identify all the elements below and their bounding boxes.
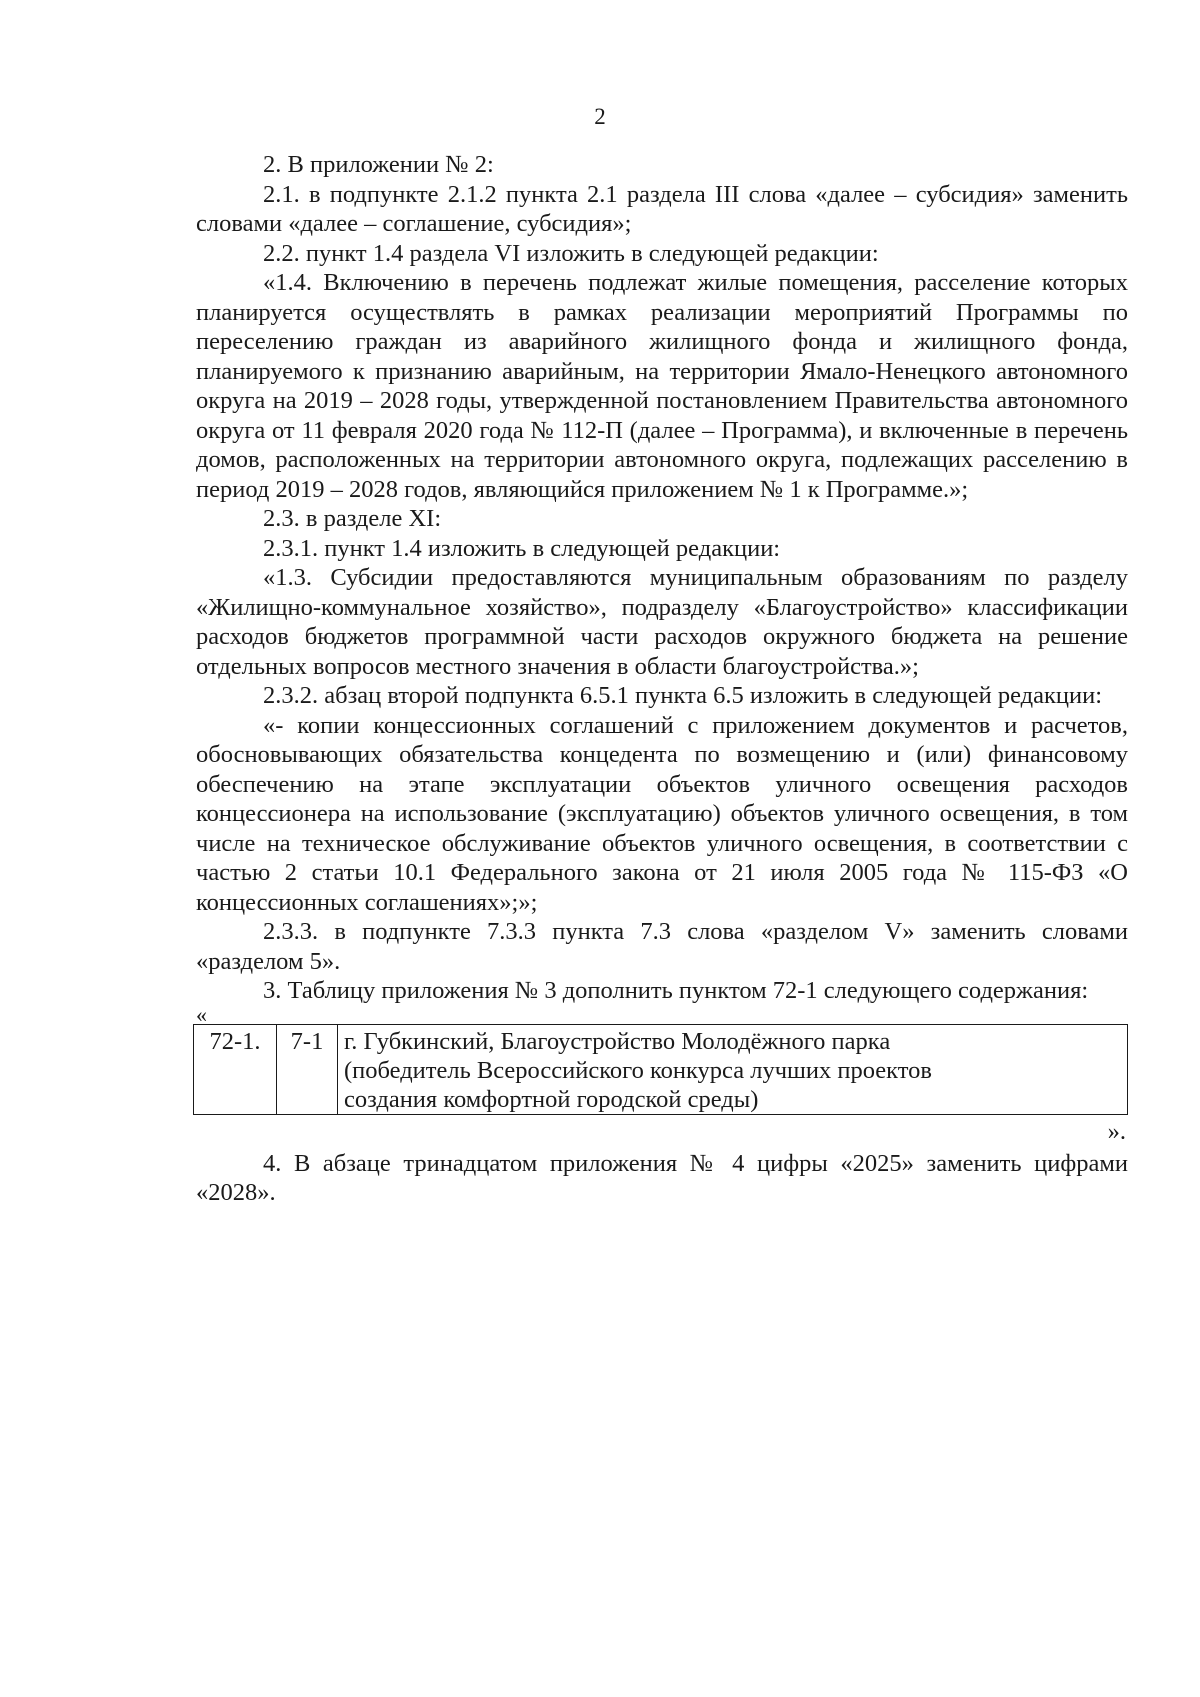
paragraph: 2.3. в разделе XI:	[263, 505, 442, 532]
row-code-cell: 7-1	[277, 1024, 338, 1114]
table-close-quote: ».	[1107, 1117, 1126, 1145]
table-open-quote: «	[196, 1001, 207, 1027]
paragraph: 2.3.2. абзац второй подпункта 6.5.1 пункта 6.5 изложить в следующей редакции:	[263, 682, 1103, 709]
paragraph: 2.3.1. пункт 1.4 изложить в следующей редакции:	[263, 534, 781, 562]
paragraph: «- копии концессионных соглашений с приложением документов и расчетов, обосновывающих обязательства концедента по возмещению и (или) финансовому обеспечению на этапе эксплуатации объектов уличного освещения расходов концессионера на использование (эксплуатацию) объектов уличного освещения, в том числе на техническое обслуживание объектов уличного освещения, в соответствии с частью 2 статьи 10.1 Федерального закона от 21 июля 2005 года № 115-ФЗ «О концессионных соглашениях»;»;	[196, 711, 1128, 916]
row-text-cell	[338, 1024, 1128, 1114]
paragraph: «1.4. Включению в перечень подлежат жилые помещения, расселение которых планируется осуществлять в рамках реализации мероприятий Программы по переселению граждан из аварийного жилищного фонда и жилищного фонда, планируемого к признанию аварийным, на территории Ямало-Ненецкого автономного округа на 2019 – 2028 годы, утвержденной постановлением Правительства автономного округа от 11 февраля 2020 года № 112-П (далее – Программа), и включенные в перечень домов, расположенных на территории автономного округа, подлежащих расселению в период 2019 – 2028 годов, являющийся приложением № 1 к Программе.»;	[196, 269, 1128, 503]
row-text-line: (победитель Всероссийского конкурса лучших проектов	[344, 1056, 932, 1084]
paragraph: 2.2. пункт 1.4 раздела VI изложить в следующей редакции:	[263, 239, 879, 267]
document-body	[196, 150, 1128, 1208]
row-number-cell: 72-1.	[194, 1024, 277, 1114]
paragraph: 2.3.3. в подпункте 7.3.3 пункта 7.3 слова «разделом V» заменить словами «разделом 5».	[196, 918, 1128, 975]
row-text-line: создания комфортной городской среды)	[344, 1085, 759, 1113]
amendment-table	[193, 1024, 1128, 1115]
row-text-line: г. Губкинский, Благоустройство Молодёжного парка	[344, 1027, 891, 1055]
page-number: 2	[594, 104, 606, 129]
paragraph: 2.1. в подпункте 2.1.2 пункта 2.1 раздела III слова «далее – субсидия» заменить словами «далее – соглашение, субсидия»;	[196, 180, 1128, 237]
paragraph: «1.3. Субсидии предоставляются муниципальным образованиям по разделу «Жилищно-коммунальное хозяйство», подразделу «Благоустройство» классификации расходов бюджетов программной части расходов окружного бюджета на решение отдельных вопросов местного значения в области благоустройства.»;	[196, 564, 1128, 680]
paragraph: 3. Таблицу приложения № 3 дополнить пунктом 72-1 следующего содержания:	[263, 977, 1089, 1004]
table-row	[194, 1024, 1128, 1114]
paragraph: 2. В приложении № 2:	[263, 151, 494, 178]
paragraph: 4. В абзаце тринадцатом приложения № 4 цифры «2025» заменить цифрами «2028».	[196, 1149, 1128, 1206]
